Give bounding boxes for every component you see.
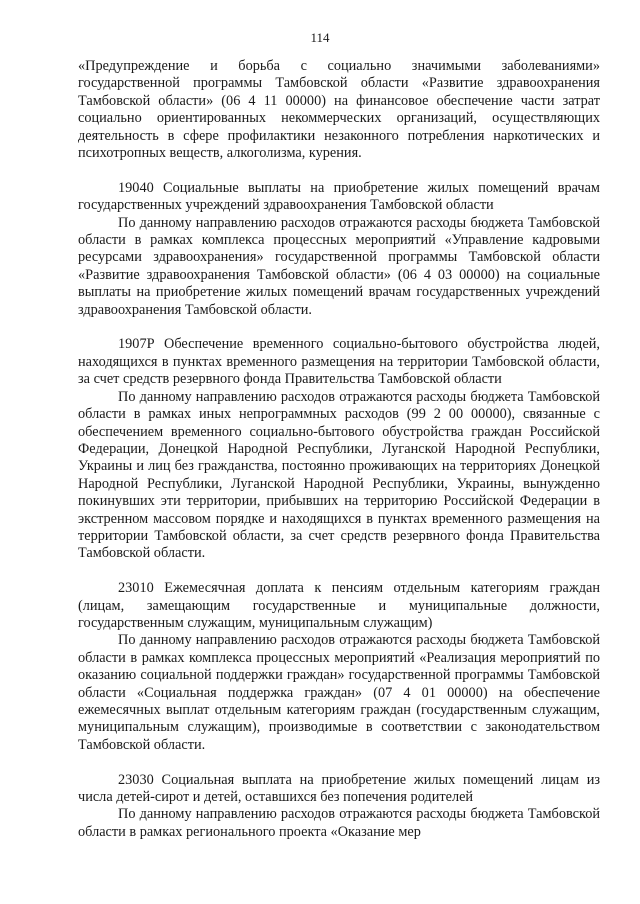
paragraph-19040-description: По данному направлению расходов отражаются расходы бюджета Тамбовской области в рамках комплекса процессных мероприятий «Управление кадровыми ресурсами здравоохранения» государственной программы Тамбовской области «Развитие здравоохранения Тамбовской области» (06 4 03 00000) на социальные выплаты на приобретение жилых помещений врачам государственных учреждений здравоохранения Тамбовской области. [78, 214, 600, 318]
section-heading-23010: 23010 Ежемесячная доплата к пенсиям отдельным категориям граждан (лицам, замещающим государственные и муниципальные должности, государственным служащим, муниципальным служащим) [78, 580, 600, 631]
paragraph-23010-description: По данному направлению расходов отражаются расходы бюджета Тамбовской области в рамках комплекса процессных мероприятий «Реализация мероприятий по оказанию социальной поддержки граждан» государственной программы Тамбовской области «Социальная поддержка граждан» (07 4 01 00000) на обеспечение ежемесячных выплат отдельным категориям граждан (государственным служащим, муниципальным служащим), производимые в соответствии с законодательством Тамбовской области. [78, 632, 600, 753]
page-number: 114 [310, 30, 330, 45]
section-heading-19040: 19040 Социальные выплаты на приобретение жилых помещений врачам государственных учреждений здравоохранения Тамбовской области [78, 179, 600, 214]
section-heading-23030: 23030 Социальная выплата на приобретение жилых помещений лицам из числа детей-сирот и детей, оставшихся без попечения родителей [78, 771, 600, 805]
paragraph-1907p-description: По данному направлению расходов отражаются расходы бюджета Тамбовской области в рамках иных непрограммных расходов (99 2 00 00000), связанные с обеспечением временного социально-бытового обустройства граждан Российской Федерации, Донецкой Народной Республики, Луганской Народной Республики, Украины и лиц без гражданства, постоянно проживающих на территориях Донецкой Народной Республики, Луганской Народной Республики, Украины, вынужденно покинувших эти территории, прибывших на территорию Российской Федерации в экстренном массовом порядке и находящихся в пунктах временного размещения на территории Тамбовской области, за счет средств резервного фонда Правительства Тамбовской области. [78, 388, 600, 562]
paragraph-23030-description: По данному направлению расходов отражаются расходы бюджета Тамбовской области в рамках регионального проекта «Оказание мер [78, 806, 600, 840]
section-heading-1907p: 1907Р Обеспечение временного социально-бытового обустройства людей, находящихся в пунктах временного размещения на территории Тамбовской области, за счет средств резервного фонда Правительства Тамбовской области [78, 336, 600, 388]
document-body [78, 58, 600, 841]
paragraph-continuation: «Предупреждение и борьба с социально значимыми заболеваниями» государственной программы Тамбовской области «Развитие здравоохранения Тамбовской области» (06 4 11 00000) на финансовое обеспечение части затрат социально ориентированных некоммерческих организаций, осуществляющих деятельность в сфере профилактики незаконного потребления наркотических и психотропных веществ, алкоголизма, курения. [78, 58, 600, 162]
